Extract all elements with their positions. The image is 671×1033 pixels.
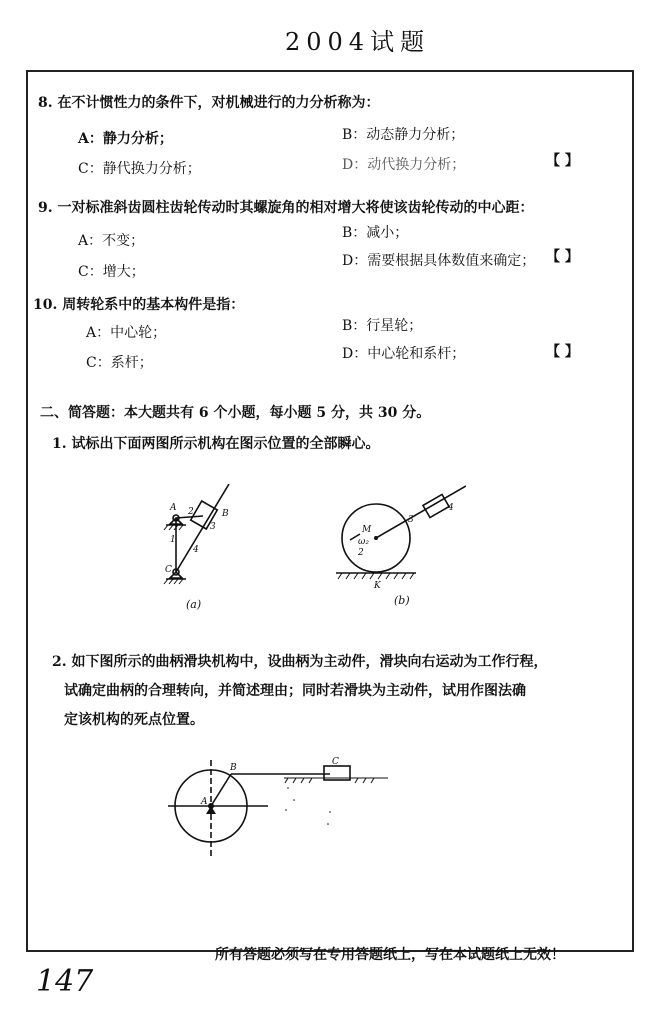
q8-answer-bracket: 【 】 [546,153,579,169]
figure-b-label-3: 3 [408,515,414,525]
q8-option-d: D：动代换力分析； [342,157,466,173]
q9-option-d: D：需要根据具体数值来确定； [342,253,536,269]
q10-answer-bracket: 【 】 [546,344,579,360]
section-2-question-1: 1. 试标出下面两图所示机构在图示位置的全部瞬心。 [52,436,380,452]
footer-note: 所有答题必须写在专用答题纸上，写在本试题纸上无效！ [215,947,565,963]
figure-b-label-omega: ω₂ [358,537,369,547]
figure-b-label-M: M [362,525,372,535]
crank-slider-label-A: A [201,797,208,807]
q10-option-d: D：中心轮和系杆； [342,346,466,362]
q8-option-b: B：动态静力分析； [342,127,465,143]
section-2-question-2-line-2: 试确定曲柄的合理转向，并简述理由；同时若滑块为主动件，试用作图法确 [64,683,526,699]
q9-answer-bracket: 【 】 [546,249,579,265]
figure-a-label-A: A [170,503,177,513]
figure-a-label-3: 3 [210,522,216,532]
figure-b-label-K: K [374,581,381,591]
section-2-heading: 二、简答题：本大题共有 6 个小题，每小题 5 分，共 30 分。 [40,405,431,421]
q8-option-a: A：静力分析； [78,131,173,147]
q10-option-a: A：中心轮； [86,325,167,341]
figure-a-caption: (a) [186,598,202,611]
figure-b-label-2: 2 [358,548,364,558]
figure-crank-slider [168,752,388,864]
question-8-stem: 8. 在不计惯性力的条件下，对机械进行的力分析称为： [38,95,380,111]
figure-a-label-4: 4 [193,545,199,555]
figure-b-mechanism [336,480,466,608]
q9-option-c: C：增大； [78,264,145,280]
figure-a-label-C: C [165,565,172,575]
section-2-question-2-line-1: 2. 如下图所示的曲柄滑块机构中，设曲柄为主动件，滑块向右运动为工作行程， [52,654,548,670]
crank-slider-label-C: C [332,757,339,767]
figure-a-label-2: 2 [188,507,194,517]
handwritten-page-number: 147 [36,964,94,999]
q9-option-b: B：减小； [342,225,409,241]
q8-option-c: C：静代换力分析； [78,161,201,177]
q9-option-a: A：不变； [78,233,145,249]
figure-a-label-B: B [222,509,229,519]
crank-slider-label-B: B [230,763,237,773]
question-9-stem: 9. 一对标准斜齿圆柱齿轮传动时其螺旋角的相对增大将使该齿轮传动的中心距： [38,200,534,216]
figure-b-label-4: 4 [448,503,454,513]
page-title: 2004试题 [285,28,431,56]
question-10-stem: 10. 周转轮系中的基本构件是指： [33,297,245,313]
q10-option-b: B：行星轮； [342,318,423,334]
figure-a-label-1: 1 [170,535,176,545]
q10-option-c: C：系杆； [86,355,153,371]
section-2-question-2-line-3: 定该机构的死点位置。 [64,712,204,728]
figure-a-mechanism [150,484,245,612]
figure-b-caption: (b) [394,594,410,607]
